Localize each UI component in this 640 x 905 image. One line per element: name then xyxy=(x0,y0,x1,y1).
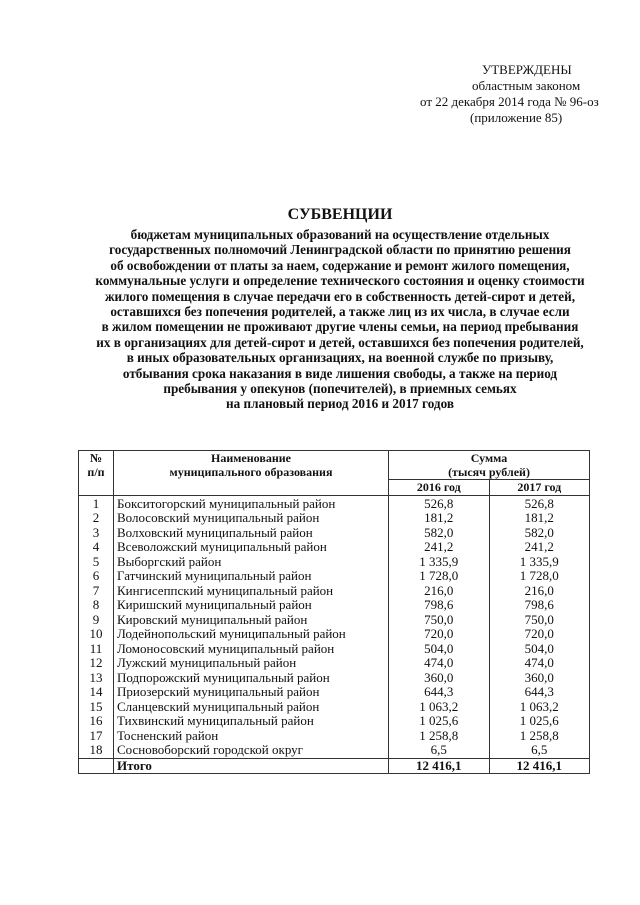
header-number: № п/п xyxy=(79,451,114,496)
table-row xyxy=(79,555,590,570)
subtitle-line: жилого помещения в случае передачи его в собственность детей-сирот и детей, xyxy=(104,288,576,304)
row-value-2017: 241,2 xyxy=(489,540,590,555)
row-name: Лодейнопольский муниципальный район xyxy=(114,627,389,642)
total-label: Итого xyxy=(114,758,389,774)
row-value-2016: 504,0 xyxy=(389,642,490,657)
table-row xyxy=(79,656,590,671)
table-row xyxy=(79,700,590,715)
subtitle-line: на плановый период 2016 и 2017 годов xyxy=(226,396,454,412)
subtitle-line: отбывания срока наказания в виде лишения свободы, а также на период xyxy=(122,365,558,381)
approval-heading: УТВЕРЖДЕНЫ xyxy=(482,62,572,77)
row-value-2016: 241,2 xyxy=(389,540,490,555)
total-2017: 12 416,1 xyxy=(489,758,590,774)
row-value-2016: 798,6 xyxy=(389,598,490,613)
row-name: Всеволожский муниципальный район xyxy=(114,540,389,555)
document-subtitle xyxy=(40,227,640,412)
row-value-2016: 6,5 xyxy=(389,743,490,758)
row-number: 17 xyxy=(79,729,114,744)
row-name: Волховский муниципальный район xyxy=(114,526,389,541)
row-value-2016: 1 335,9 xyxy=(389,555,490,570)
row-name: Гатчинский муниципальный район xyxy=(114,569,389,584)
row-value-2016: 750,0 xyxy=(389,613,490,628)
subtitle-line: бюджетам муниципальных образований на осуществление отдельных xyxy=(130,227,550,242)
row-name: Киришский муниципальный район xyxy=(114,598,389,613)
row-name: Ломоносовский муниципальный район xyxy=(114,642,389,657)
row-number: 11 xyxy=(79,642,114,657)
row-number: 2 xyxy=(79,511,114,526)
table-row xyxy=(79,685,590,700)
row-value-2017: 181,2 xyxy=(489,511,590,526)
table-row xyxy=(79,743,590,758)
subtitle-line: коммунальные услуги и определение технического состояния и оценку стоимости xyxy=(95,273,585,289)
row-value-2016: 644,3 xyxy=(389,685,490,700)
row-name: Бокситогорский муниципальный район xyxy=(114,495,389,511)
row-number: 5 xyxy=(79,555,114,570)
table-row xyxy=(79,495,590,511)
row-number: 4 xyxy=(79,540,114,555)
subsidies-table xyxy=(78,450,590,774)
row-value-2017: 474,0 xyxy=(489,656,590,671)
table-row xyxy=(79,613,590,628)
row-name: Сосновоборский городской округ xyxy=(114,743,389,758)
row-name: Выборгский район xyxy=(114,555,389,570)
row-number: 15 xyxy=(79,700,114,715)
row-value-2017: 720,0 xyxy=(489,627,590,642)
row-value-2017: 1 025,6 xyxy=(489,714,590,729)
row-number: 3 xyxy=(79,526,114,541)
total-2016: 12 416,1 xyxy=(389,758,490,774)
document-title: СУБВЕНЦИИ xyxy=(287,206,393,223)
row-name: Тихвинский муниципальный район xyxy=(114,714,389,729)
row-value-2016: 474,0 xyxy=(389,656,490,671)
subtitle-line: пребывания у опекунов (попечителей), в приемных семьях xyxy=(163,381,517,397)
row-value-2017: 360,0 xyxy=(489,671,590,686)
row-number: 9 xyxy=(79,613,114,628)
table-row xyxy=(79,671,590,686)
row-number: 14 xyxy=(79,685,114,700)
table-row xyxy=(79,729,590,744)
row-number: 6 xyxy=(79,569,114,584)
table-row xyxy=(79,511,590,526)
row-value-2016: 1 063,2 xyxy=(389,700,490,715)
row-name: Приозерский муниципальный район xyxy=(114,685,389,700)
row-value-2016: 1 025,6 xyxy=(389,714,490,729)
table-row xyxy=(79,569,590,584)
subtitle-line: об освобождении от платы за наем, содержание и ремонт жилого помещения, xyxy=(110,257,570,273)
row-value-2016: 360,0 xyxy=(389,671,490,686)
table-row xyxy=(79,526,590,541)
table-row xyxy=(79,642,590,657)
row-number: 16 xyxy=(79,714,114,729)
header-2017: 2017 год xyxy=(489,480,590,496)
subtitle-line: в иных образовательных организациях, на военной службе по призыву, xyxy=(126,350,554,366)
header-2016: 2016 год xyxy=(389,480,490,496)
approval-law: областным законом xyxy=(472,78,581,93)
subtitle-line: оставшихся без попечения родителей, а также лиц из их числа, в случае если xyxy=(110,304,570,320)
table-row xyxy=(79,714,590,729)
approval-stamp xyxy=(420,62,599,126)
approval-appendix: (приложение 85) xyxy=(470,110,563,125)
table-row xyxy=(79,540,590,555)
row-value-2017: 6,5 xyxy=(489,743,590,758)
approval-date: от 22 декабря 2014 года № 96-оз xyxy=(420,94,599,109)
header-name: Наименование муниципального образования xyxy=(114,451,389,496)
total-row xyxy=(79,758,590,774)
row-name: Лужский муниципальный район xyxy=(114,656,389,671)
row-number: 1 xyxy=(79,495,114,511)
row-value-2016: 1 258,8 xyxy=(389,729,490,744)
row-number: 8 xyxy=(79,598,114,613)
row-value-2016: 582,0 xyxy=(389,526,490,541)
row-name: Кингисеппский муниципальный район xyxy=(114,584,389,599)
table-row xyxy=(79,598,590,613)
row-value-2016: 181,2 xyxy=(389,511,490,526)
row-value-2017: 1 728,0 xyxy=(489,569,590,584)
row-number: 7 xyxy=(79,584,114,599)
row-name: Волосовский муниципальный район xyxy=(114,511,389,526)
row-value-2017: 582,0 xyxy=(489,526,590,541)
row-value-2017: 1 258,8 xyxy=(489,729,590,744)
row-name: Кировский муниципальный район xyxy=(114,613,389,628)
row-value-2017: 526,8 xyxy=(489,495,590,511)
row-value-2017: 216,0 xyxy=(489,584,590,599)
row-value-2016: 1 728,0 xyxy=(389,569,490,584)
subtitle-line: их в организациях для детей-сирот и детей, оставшихся без попечения родителей, xyxy=(96,334,584,350)
row-value-2017: 504,0 xyxy=(489,642,590,657)
row-value-2017: 644,3 xyxy=(489,685,590,700)
row-value-2017: 750,0 xyxy=(489,613,590,628)
row-number: 13 xyxy=(79,671,114,686)
row-name: Сланцевский муниципальный район xyxy=(114,700,389,715)
row-name: Тосненский район xyxy=(114,729,389,744)
subtitle-line: в жилом помещении не проживают другие члены семьи, на период пребывания xyxy=(101,319,579,335)
subtitle-line: государственных полномочий Ленинградской области по принятию решения xyxy=(109,242,571,258)
row-number: 10 xyxy=(79,627,114,642)
row-value-2017: 1 335,9 xyxy=(489,555,590,570)
header-sum: Сумма (тысяч рублей) xyxy=(389,451,590,480)
row-number: 12 xyxy=(79,656,114,671)
row-value-2016: 216,0 xyxy=(389,584,490,599)
row-value-2016: 720,0 xyxy=(389,627,490,642)
table-row xyxy=(79,627,590,642)
table-row xyxy=(79,584,590,599)
row-value-2017: 1 063,2 xyxy=(489,700,590,715)
row-value-2016: 526,8 xyxy=(389,495,490,511)
row-number: 18 xyxy=(79,743,114,758)
row-name: Подпорожский муниципальный район xyxy=(114,671,389,686)
row-value-2017: 798,6 xyxy=(489,598,590,613)
